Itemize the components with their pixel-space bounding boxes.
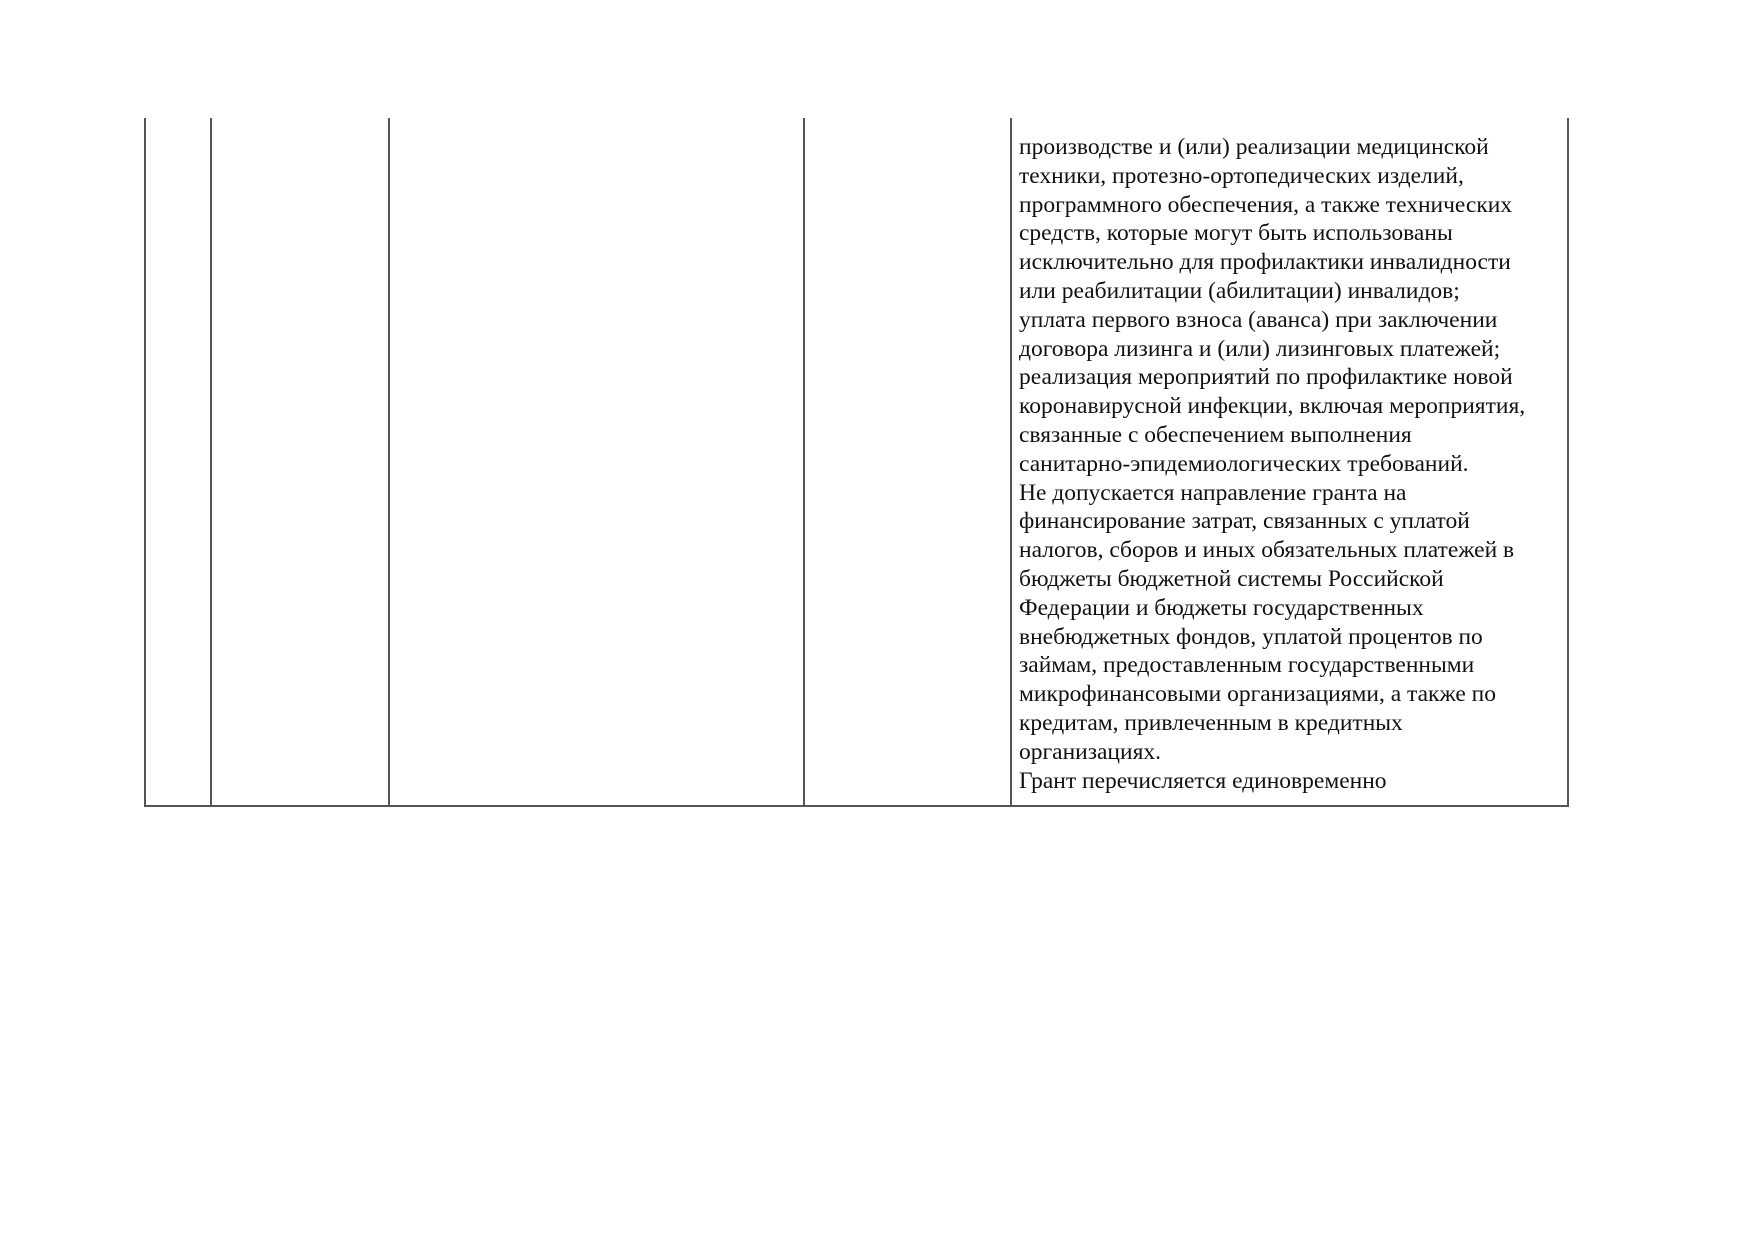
cell-text-line: программного обеспечения, а также технических: [1019, 191, 1513, 218]
cell-text-line: Грант перечисляется единовременно: [1019, 767, 1387, 794]
cell-text-line: кредитам, привлеченным в кредитных: [1019, 709, 1403, 736]
column-border: [388, 118, 390, 807]
cell-text-line: Не допускается направление гранта на: [1019, 479, 1407, 506]
cell-text-line: налогов, сборов и иных обязательных платежей в: [1019, 537, 1515, 564]
cell-text-line: бюджеты бюджетной системы Российской: [1019, 565, 1444, 592]
column-border: [803, 118, 805, 807]
cell-text-line: микрофинансовыми организациями, а также по: [1019, 681, 1496, 708]
cell-text-line: реализация мероприятий по профилактике новой: [1019, 364, 1513, 391]
cell-text-line: средств, которые могут быть использованы: [1019, 220, 1453, 247]
cell-text-line: внебюджетных фондов, уплатой процентов по: [1019, 623, 1483, 650]
cell-text-line: финансирование затрат, связанных с уплатой: [1019, 508, 1470, 535]
column-border: [144, 118, 146, 807]
cell-text-line: исключительно для профилактики инвалидности: [1019, 249, 1511, 276]
cell-text-line: санитарно-эпидемиологических требований.: [1019, 450, 1469, 477]
cell-text-line: организациях.: [1019, 738, 1162, 765]
cell-text-line: уплата первого взноса (аванса) при заключении: [1019, 306, 1498, 333]
cell-text-line: производстве и (или) реализации медицинской: [1019, 134, 1489, 160]
column-border: [1010, 118, 1012, 807]
cell-text-line: займам, предоставленным государственными: [1019, 652, 1475, 679]
cell-text-line: Федерации и бюджеты государственных: [1019, 594, 1424, 621]
cell-text-line: связанные с обеспечением выполнения: [1019, 421, 1412, 448]
cell-text-line: техники, протезно-ортопедических изделий,: [1019, 162, 1464, 189]
cell-text-line: или реабилитации (абилитации) инвалидов;: [1019, 277, 1460, 304]
column-border: [1567, 118, 1569, 807]
column-border: [210, 118, 212, 807]
cell-text-line: коронавирусной инфекции, включая мероприятия,: [1019, 393, 1526, 420]
cell-text-line: договора лизинга и (или) лизинговых платежей;: [1019, 335, 1501, 362]
grant-conditions-cell: [1019, 133, 1564, 795]
